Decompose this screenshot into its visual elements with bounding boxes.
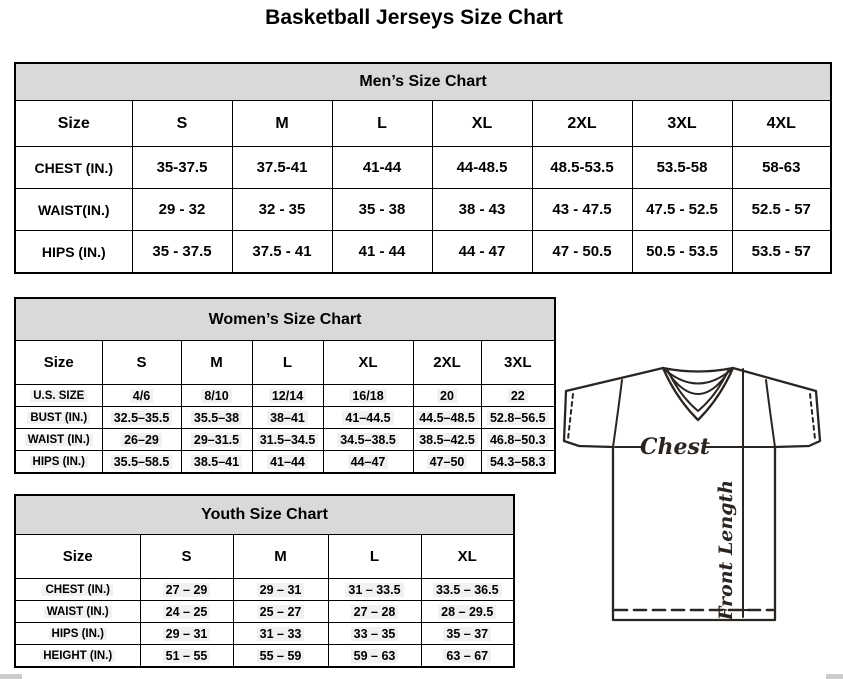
cell: 32.5–35.5	[102, 407, 181, 429]
cell: 25 – 27	[233, 601, 328, 623]
cell: 52.5 - 57	[732, 189, 831, 231]
size-col-header: 2XL	[532, 101, 632, 147]
cell: 35.5–38	[181, 407, 252, 429]
cell: 54.3–58.3	[481, 451, 555, 474]
cell: 31.5–34.5	[252, 429, 323, 451]
cell: 50.5 - 53.5	[632, 231, 732, 274]
row-label: WAIST(IN.)	[15, 189, 132, 231]
cell: 41 - 44	[332, 231, 432, 274]
cell: 16/18	[323, 385, 413, 407]
cell: 33 – 35	[328, 623, 421, 645]
table-row	[15, 429, 555, 451]
size-col-header: XL	[421, 535, 514, 579]
cell: 27 – 29	[140, 579, 233, 601]
front-length-label: Front Length	[715, 479, 737, 621]
cell: 46.8–50.3	[481, 429, 555, 451]
cell: 35.5–58.5	[102, 451, 181, 474]
cell: 27 – 28	[328, 601, 421, 623]
size-header-row	[15, 535, 514, 579]
cell: 41–44.5	[323, 407, 413, 429]
cell: 28 – 29.5	[421, 601, 514, 623]
cell: 24 – 25	[140, 601, 233, 623]
row-label: HIPS (IN.)	[15, 451, 102, 474]
row-label: BUST (IN.)	[15, 407, 102, 429]
youth-chart-title: Youth Size Chart	[15, 495, 514, 535]
size-col-header: 3XL	[632, 101, 732, 147]
chest-label: Chest	[639, 434, 711, 460]
size-header-row	[15, 341, 555, 385]
scrollbar-right-arrow[interactable]	[826, 674, 843, 679]
table-row	[15, 385, 555, 407]
size-col-header: M	[181, 341, 252, 385]
table-row	[15, 147, 831, 189]
size-col-header: XL	[323, 341, 413, 385]
row-label: HIPS (IN.)	[15, 623, 140, 645]
cell: 32 - 35	[232, 189, 332, 231]
cell: 29 – 31	[233, 579, 328, 601]
table-title-row	[15, 63, 831, 101]
row-label: WAIST (IN.)	[15, 429, 102, 451]
cell: 38 - 43	[432, 189, 532, 231]
cell: 29–31.5	[181, 429, 252, 451]
cell: 34.5–38.5	[323, 429, 413, 451]
cell: 37.5-41	[232, 147, 332, 189]
size-col-header: S	[132, 101, 232, 147]
cell: 58-63	[732, 147, 831, 189]
size-col-header: L	[252, 341, 323, 385]
cell: 29 – 31	[140, 623, 233, 645]
cell: 37.5 - 41	[232, 231, 332, 274]
size-col-header: M	[232, 101, 332, 147]
cell: 52.8–56.5	[481, 407, 555, 429]
cell: 44 - 47	[432, 231, 532, 274]
youth-size-chart-table	[14, 494, 515, 668]
cell: 53.5-58	[632, 147, 732, 189]
size-col-header: 3XL	[481, 341, 555, 385]
row-label: HIPS (IN.)	[15, 231, 132, 274]
table-row	[15, 601, 514, 623]
size-col-header: L	[328, 535, 421, 579]
size-col-header: M	[233, 535, 328, 579]
size-header-label: Size	[15, 101, 132, 147]
page-title: Basketball Jerseys Size Chart	[265, 6, 563, 29]
cell: 33.5 – 36.5	[421, 579, 514, 601]
cell: 59 – 63	[328, 645, 421, 668]
cell: 29 - 32	[132, 189, 232, 231]
cell: 47.5 - 52.5	[632, 189, 732, 231]
cell: 53.5 - 57	[732, 231, 831, 274]
womens-chart-title: Women’s Size Chart	[15, 298, 555, 341]
row-label: CHEST (IN.)	[15, 147, 132, 189]
cell: 47–50	[413, 451, 481, 474]
cell: 35-37.5	[132, 147, 232, 189]
cell: 35 - 37.5	[132, 231, 232, 274]
row-label: CHEST (IN.)	[15, 579, 140, 601]
row-label: HEIGHT (IN.)	[15, 645, 140, 668]
cell: 47 - 50.5	[532, 231, 632, 274]
mens-chart-title: Men’s Size Chart	[15, 63, 831, 101]
womens-size-chart-table	[14, 297, 556, 474]
size-col-header: S	[102, 341, 181, 385]
size-col-header: L	[332, 101, 432, 147]
cell: 35 - 38	[332, 189, 432, 231]
size-col-header: S	[140, 535, 233, 579]
cell: 41–44	[252, 451, 323, 474]
cell: 26–29	[102, 429, 181, 451]
table-row	[15, 231, 831, 274]
mens-size-chart-table	[14, 62, 832, 274]
size-header-row	[15, 101, 831, 147]
row-label: WAIST (IN.)	[15, 601, 140, 623]
cell: 31 – 33	[233, 623, 328, 645]
table-title-row	[15, 298, 555, 341]
cell: 51 – 55	[140, 645, 233, 668]
cell: 4/6	[102, 385, 181, 407]
cell: 35 – 37	[421, 623, 514, 645]
cell: 41-44	[332, 147, 432, 189]
jersey-measurement-diagram	[558, 360, 838, 628]
table-row	[15, 579, 514, 601]
cell: 38–41	[252, 407, 323, 429]
table-row	[15, 451, 555, 474]
cell: 44–47	[323, 451, 413, 474]
cell: 44-48.5	[432, 147, 532, 189]
size-header-label: Size	[15, 341, 102, 385]
size-col-header: 2XL	[413, 341, 481, 385]
table-row	[15, 623, 514, 645]
size-header-label: Size	[15, 535, 140, 579]
cell: 38.5–41	[181, 451, 252, 474]
table-title-row	[15, 495, 514, 535]
cell: 20	[413, 385, 481, 407]
cell: 48.5-53.5	[532, 147, 632, 189]
size-col-header: XL	[432, 101, 532, 147]
row-label: U.S. SIZE	[15, 385, 102, 407]
cell: 63 – 67	[421, 645, 514, 668]
cell: 22	[481, 385, 555, 407]
cell: 43 - 47.5	[532, 189, 632, 231]
cell: 12/14	[252, 385, 323, 407]
table-row	[15, 645, 514, 668]
scrollbar-left-arrow[interactable]	[0, 674, 22, 679]
table-row	[15, 189, 831, 231]
cell: 55 – 59	[233, 645, 328, 668]
table-row	[15, 407, 555, 429]
cell: 44.5–48.5	[413, 407, 481, 429]
size-col-header: 4XL	[732, 101, 831, 147]
cell: 38.5–42.5	[413, 429, 481, 451]
cell: 31 – 33.5	[328, 579, 421, 601]
cell: 8/10	[181, 385, 252, 407]
